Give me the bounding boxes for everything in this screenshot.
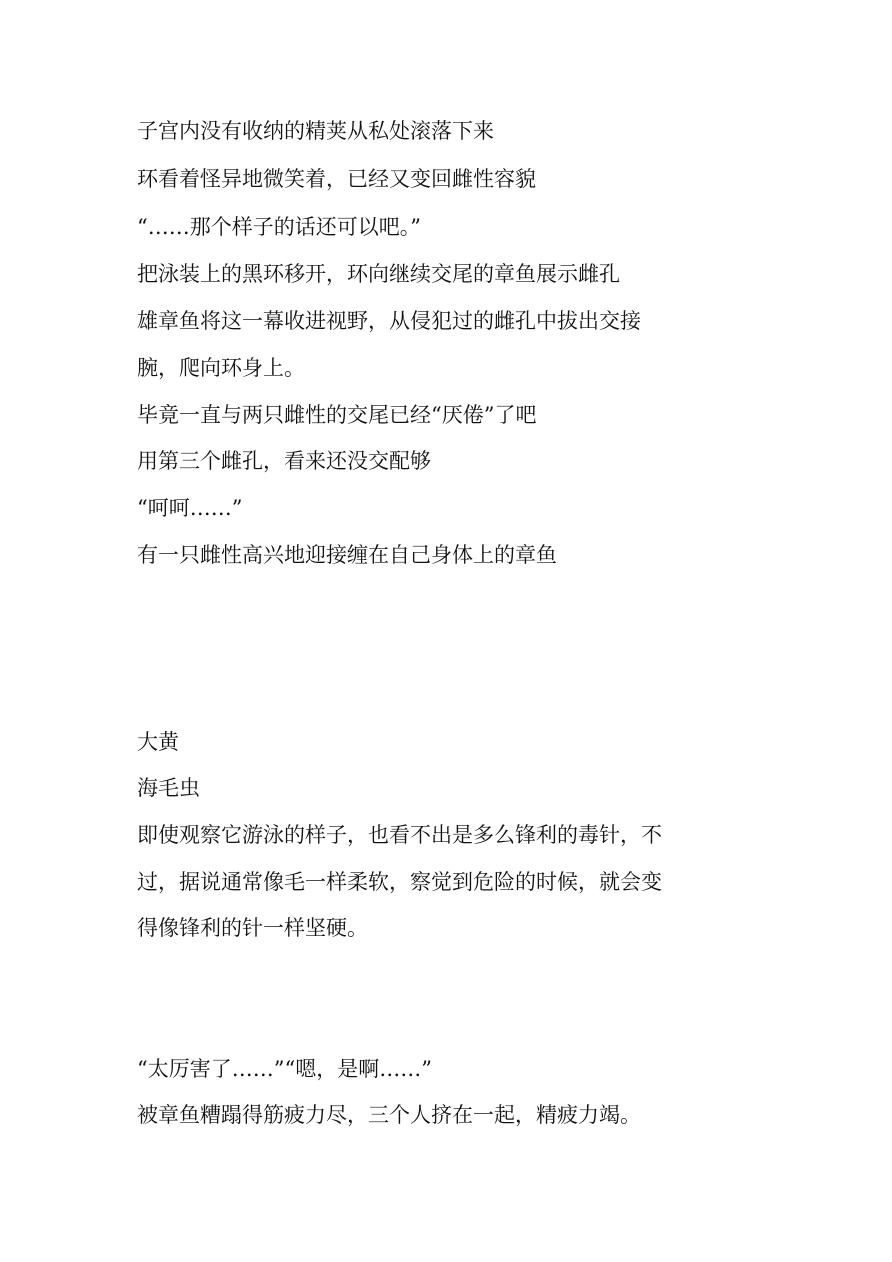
text-line: “……那个样子的话还可以吧。” xyxy=(137,215,421,239)
text-line: 有一只雌性高兴地迎接缠在自己身体上的章鱼 xyxy=(137,543,557,567)
text-line: 子宫内没有收纳的精荚从私处滚落下来 xyxy=(137,119,494,143)
text-line: 雄章鱼将这一幕收进视野，从侵犯过的雌孔中拔出交接 xyxy=(137,309,641,333)
text-line: 腕，爬向环身上。 xyxy=(137,356,305,380)
text-line: “太厉害了……”“嗯，是啊……” xyxy=(137,1057,432,1081)
text-line: 海毛虫 xyxy=(137,776,200,800)
text-line: “呵呵……” xyxy=(137,496,243,520)
text-line: 得像锋利的针一样坚硬。 xyxy=(137,916,368,940)
text-line: 毕竟一直与两只雌性的交尾已经“厌倦”了吧 xyxy=(137,403,537,427)
text-line: 把泳装上的黑环移开，环向继续交尾的章鱼展示雌孔 xyxy=(137,262,620,286)
text-line: 大黄 xyxy=(137,730,179,754)
text-line: 用第三个雌孔，看来还没交配够 xyxy=(137,449,431,473)
text-line: 环看着怪异地微笑着，已经又变回雌性容貌 xyxy=(137,167,536,191)
text-line: 即使观察它游泳的样子，也看不出是多么锋利的毒针，不 xyxy=(137,823,662,847)
text-line: 被章鱼糟蹋得筋疲力尽，三个人挤在一起，精疲力竭。 xyxy=(137,1103,641,1127)
text-line: 过，据说通常像毛一样柔软，察觉到危险的时候，就会变 xyxy=(137,870,662,894)
